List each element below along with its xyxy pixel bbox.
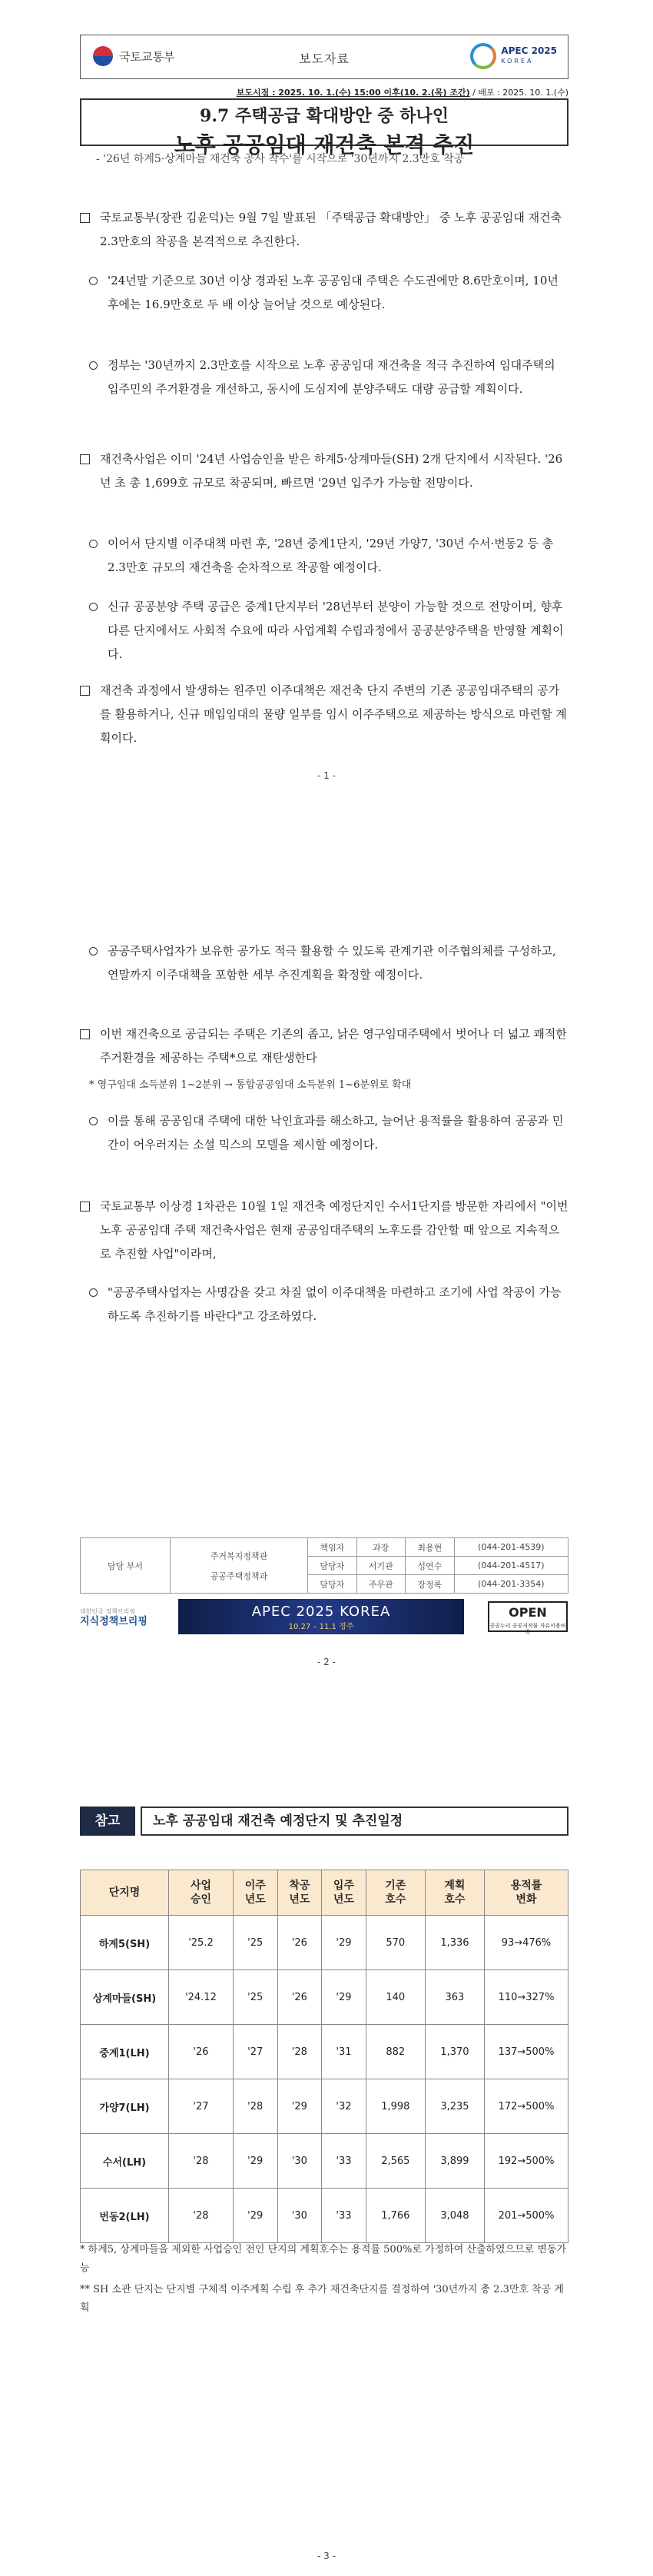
contact-title: 서기관 bbox=[356, 1557, 406, 1575]
contact-table bbox=[80, 1537, 568, 1594]
open-logo-sub: 공공누리 공공저작물 자유이용허락 bbox=[489, 1623, 566, 1635]
policy-logo-text: 지식정책브리핑 bbox=[80, 1616, 148, 1627]
circle-bullet-icon bbox=[89, 361, 98, 370]
contact-role: 책임자 bbox=[308, 1538, 357, 1557]
contact-role: 담당자 bbox=[308, 1557, 357, 1575]
table-row bbox=[81, 1970, 568, 2025]
apec-banner[interactable] bbox=[178, 1599, 464, 1634]
table-cell: 1,336 bbox=[425, 1916, 484, 1970]
table-cell: 570 bbox=[366, 1916, 425, 1970]
table-cell: 110→327% bbox=[485, 1970, 568, 2025]
table-cell: 중계1(LH) bbox=[81, 2025, 169, 2079]
table-cell: '28 bbox=[277, 2025, 322, 2079]
paragraph: 이번 재건축으로 공급되는 주택은 기존의 좁고, 낡은 영구임대주택에서 벗어나 더 넓고 쾌적한 주거환경을 제공하는 주택*으로 재탄생한다 bbox=[100, 1027, 567, 1065]
table-row bbox=[81, 2134, 568, 2189]
dept-names bbox=[171, 1538, 308, 1594]
table-row bbox=[81, 1916, 568, 1970]
apec-mark-icon bbox=[470, 43, 496, 69]
circle-bullet-icon bbox=[89, 1117, 98, 1125]
table-cell: '33 bbox=[322, 2189, 366, 2243]
table-cell: 192→500% bbox=[485, 2134, 568, 2189]
apec-logo-title: APEC 2025 bbox=[501, 45, 557, 56]
circle-bullet-icon bbox=[89, 947, 98, 956]
table-row bbox=[81, 2025, 568, 2079]
table-cell: 2,565 bbox=[366, 2134, 425, 2189]
table-cell: '29 bbox=[322, 1916, 366, 1970]
table-cell: '29 bbox=[233, 2134, 277, 2189]
paragraph: 국토교통부 이상경 1차관은 10월 1일 재건축 예정단지인 수서1단지를 방문한 자리에서 "이번 노후 공공임대 주택 재건축사업은 현재 공공임대주택의 노후도를 감안할 때 앞으로 지속적으로 추진할 사업"이라며, bbox=[100, 1199, 568, 1261]
table-cell: '29 bbox=[233, 2189, 277, 2243]
contact-tel: (044-201-3354) bbox=[454, 1575, 568, 1594]
table-cell: '28 bbox=[169, 2134, 234, 2189]
paragraph: 정부는 '30년까지 2.3만호를 시작으로 노후 공공임대 재건축을 적극 추진하여 임대주택의 입주민의 주거환경을 개선하고, 동시에 도심지에 분양주택도 대량 공급할 계획이다. bbox=[108, 358, 555, 396]
column-header: 입주 년도 bbox=[322, 1870, 366, 1916]
table-cell: '32 bbox=[322, 2079, 366, 2134]
circle-bullet-icon bbox=[89, 603, 98, 611]
policy-logo-sub: 대한민국 정책브리핑 bbox=[80, 1608, 136, 1615]
square-bullet-icon bbox=[80, 1202, 90, 1212]
banner-title: APEC 2025 KOREA bbox=[251, 1604, 391, 1620]
square-bullet-icon bbox=[80, 213, 90, 223]
table-cell: 3,899 bbox=[425, 2134, 484, 2189]
page-number: - 1 - bbox=[317, 770, 336, 781]
table-cell: '28 bbox=[233, 2079, 277, 2134]
table-cell: '27 bbox=[169, 2079, 234, 2134]
table-cell: '28 bbox=[169, 2189, 234, 2243]
dept-label: 담당 부서 bbox=[81, 1538, 171, 1594]
contact-name: 성연수 bbox=[406, 1557, 455, 1575]
press-header bbox=[80, 35, 568, 79]
table-cell: '31 bbox=[322, 2025, 366, 2079]
table-cell: 140 bbox=[366, 1970, 425, 2025]
banner-subtitle: 10.27 – 11.1 경주 bbox=[288, 1623, 354, 1631]
square-bullet-icon bbox=[80, 1029, 90, 1039]
column-header: 이주 년도 bbox=[233, 1870, 277, 1916]
release-date: / 배포 : 2025. 10. 1.(수) bbox=[469, 88, 568, 98]
footnote: * 영구임대 소득분위 1~2분위 → 통합공공임대 소득분위 1~6분위로 확대 bbox=[89, 1079, 412, 1091]
table-cell: '25 bbox=[233, 1970, 277, 2025]
table-cell: 1,766 bbox=[366, 2189, 425, 2243]
table-cell: '26 bbox=[277, 1916, 322, 1970]
table-cell: '30 bbox=[277, 2189, 322, 2243]
table-cell: 하계5(SH) bbox=[81, 1916, 169, 1970]
table-cell: '33 bbox=[322, 2134, 366, 2189]
column-header: 사업 승인 bbox=[169, 1870, 234, 1916]
embargo-line bbox=[0, 86, 568, 98]
embargo-time: 보도시점 : 2025. 10. 1.(수) 15:00 이후(10. 2.(목) 조간) bbox=[236, 88, 470, 98]
paragraph: 재건축사업은 이미 '24년 사업승인을 받은 하계5·상계마들(SH) 2개 단지에서 시작된다. '26년 초 총 1,699호 규모로 착공되며, 빠르면 '29년 입주가 가능할 전망이다. bbox=[100, 452, 563, 490]
paragraph: 공공주택사업자가 보유한 공가도 적극 활용할 수 있도록 관계기관 이주협의체를 구성하고, 연말까지 이주대책을 포함한 세부 추진계획을 확정할 예정이다. bbox=[108, 944, 556, 982]
ministry-name: 국토교통부 bbox=[119, 49, 175, 64]
table-cell: '27 bbox=[233, 2025, 277, 2079]
square-bullet-icon bbox=[80, 686, 90, 696]
reference-tag: 참고 bbox=[80, 1807, 135, 1836]
footnote: * 하계5, 상계마들을 제외한 사업승인 전인 단지의 계획호수는 용적률 500%로 가정하여 산출하였으므로 변동가능 bbox=[80, 2244, 567, 2274]
table-cell: 363 bbox=[425, 1970, 484, 2025]
contact-title: 주무관 bbox=[356, 1575, 406, 1594]
table-cell: 3,235 bbox=[425, 2079, 484, 2134]
square-bullet-icon bbox=[80, 454, 90, 464]
dept-name: 공공주택정책과 bbox=[210, 1571, 268, 1581]
headline-line1: 9.7 주택공급 확대방안 중 하나인 bbox=[200, 106, 449, 126]
column-header: 단지명 bbox=[81, 1870, 169, 1916]
reference-title: 노후 공공임대 재건축 예정단지 및 추진일정 bbox=[141, 1807, 568, 1836]
subheadline: - '26년 하계5·상계마들 재건축 공사 착수'를 시작으로 '30년까지 2.3만호 착공 bbox=[96, 153, 465, 165]
table-cell: 882 bbox=[366, 2025, 425, 2079]
table-cell: 1,998 bbox=[366, 2079, 425, 2134]
table-cell: '30 bbox=[277, 2134, 322, 2189]
paragraph: '24년말 기준으로 30년 이상 경과된 노후 공공임대 주택은 수도권에만 8.6만호이며, 10년 후에는 16.9만호로 두 배 이상 늘어날 것으로 예상된다. bbox=[108, 274, 559, 311]
headline-box bbox=[80, 98, 568, 158]
footnote: ** SH 소관 단지는 단지별 구체적 이주계획 수립 후 추가 재건축단지를 결정하여 '30년까지 총 2.3만호 착공 계획 bbox=[80, 2284, 564, 2314]
table-cell: '29 bbox=[277, 2079, 322, 2134]
table-cell: '29 bbox=[322, 1970, 366, 2025]
table-cell: '26 bbox=[277, 1970, 322, 2025]
table-cell: 93→476% bbox=[485, 1916, 568, 1970]
contact-role: 담당자 bbox=[308, 1575, 357, 1594]
table-cell: 137→500% bbox=[485, 2025, 568, 2079]
table-cell: 3,048 bbox=[425, 2189, 484, 2243]
table-cell: '25 bbox=[233, 1916, 277, 1970]
table-cell: 201→500% bbox=[485, 2189, 568, 2243]
circle-bullet-icon bbox=[89, 277, 98, 285]
contact-tel: (044-201-4517) bbox=[454, 1557, 568, 1575]
contact-title: 과장 bbox=[356, 1538, 406, 1557]
column-header: 계획 호수 bbox=[425, 1870, 484, 1916]
schedule-table bbox=[80, 1870, 568, 2243]
table-cell: 1,370 bbox=[425, 2025, 484, 2079]
page-number: - 3 - bbox=[317, 2551, 336, 2561]
policy-briefing-logo[interactable] bbox=[80, 1607, 148, 1627]
contact-tel: (044-201-4539) bbox=[454, 1538, 568, 1557]
open-logo-text: OPEN bbox=[509, 1605, 547, 1620]
table-cell: 수서(LH) bbox=[81, 2134, 169, 2189]
circle-bullet-icon bbox=[89, 540, 98, 548]
table-cell: 상계마들(SH) bbox=[81, 1970, 169, 2025]
table-cell: 172→500% bbox=[485, 2079, 568, 2134]
column-header: 기존 호수 bbox=[366, 1870, 425, 1916]
contact-name: 장정록 bbox=[406, 1575, 455, 1594]
page-number: - 2 - bbox=[317, 1657, 336, 1667]
column-header: 착공 년도 bbox=[277, 1870, 322, 1916]
paragraph: 국토교통부(장관 김윤덕)는 9월 7일 발표된 「주택공급 확대방안」 중 노후 공공임대 재건축 2.3만호의 착공을 본격적으로 추진한다. bbox=[100, 211, 562, 248]
column-header: 용적률 변화 bbox=[485, 1870, 568, 1916]
paragraph: 재건축 과정에서 발생하는 원주민 이주대책은 재건축 단지 주변의 기존 공공임대주택의 공가를 활용하거나, 신규 매입임대의 물량 일부를 임시 이주주택으로 제공하는 방식으로 마련할 계획이다. bbox=[100, 683, 567, 745]
table-row bbox=[81, 2189, 568, 2243]
kogl-open-logo[interactable] bbox=[488, 1601, 568, 1635]
paragraph: 이를 통해 공공임대 주택에 대한 낙인효과를 해소하고, 늘어난 용적률을 활용하여 공공과 민간이 어우러지는 소셜 믹스의 모델을 제시할 예정이다. bbox=[108, 1114, 564, 1152]
headline-line2: 노후 공공임대 재건축 본격 추진 bbox=[174, 132, 475, 158]
paragraph: 이어서 단지별 이주대책 마련 후, '28년 중계1단지, '29년 가양7, '30년 수서·번동2 등 총 2.3만호 규모의 재건축을 순차적으로 착공할 예정이다. bbox=[108, 537, 554, 574]
table-cell: 가양7(LH) bbox=[81, 2079, 169, 2134]
contact-name: 최용현 bbox=[406, 1538, 455, 1557]
table-cell: 번동2(LH) bbox=[81, 2189, 169, 2243]
dept-name: 주거복지정책관 bbox=[210, 1551, 268, 1561]
table-row bbox=[81, 2079, 568, 2134]
table-cell: '26 bbox=[169, 2025, 234, 2079]
paragraph: 신규 공공분양 주택 공급은 중계1단지부터 '28년부터 분양이 가능할 것으로 전망이며, 향후 다른 단지에서도 사회적 수요에 따라 사업계획 수립과정에서 공공분양주택을 반영할 계획이다. bbox=[108, 600, 564, 661]
paragraph: "공공주택사업자는 사명감을 갖고 차질 없이 이주대책을 마련하고 조기에 사업 착공이 가능하도록 추진하기를 바란다"고 강조하였다. bbox=[108, 1285, 562, 1323]
doc-type: 보도자료 bbox=[299, 52, 350, 66]
table-cell: '24.12 bbox=[169, 1970, 234, 2025]
table-cell: '25.2 bbox=[169, 1916, 234, 1970]
apec-logo bbox=[470, 43, 557, 69]
circle-bullet-icon bbox=[89, 1288, 98, 1297]
apec-logo-sub: KOREA bbox=[501, 58, 534, 65]
